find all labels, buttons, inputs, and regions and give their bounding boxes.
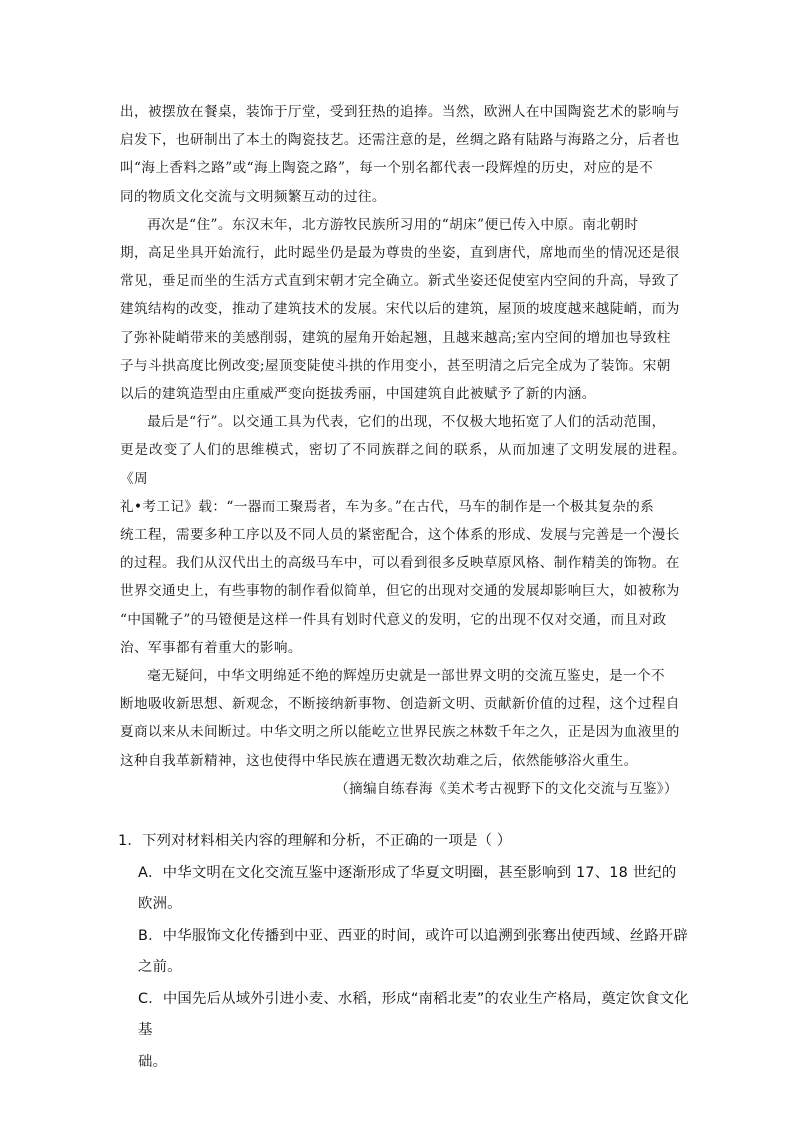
source-citation: （摘编自练春海《美术考古视野下的文化交流与互鉴》） [334, 780, 678, 797]
text-line: 再次是“住”。东汉末年，北方游牧民族所习用的“胡床”便已传入中原。南北朝时 [147, 216, 639, 233]
text-line: 断地吸收新思想、新观念，不断接纳新事物、创造新文明、贡献新价值的过程，这个过程自 [120, 696, 680, 713]
text-line: “中国靴子”的马镫便是这样一件具有划时代意义的发明，它的出现不仅对交通，而且对政 [120, 611, 667, 628]
text-line: 治、军事都有着重大的影响。 [120, 639, 302, 656]
text-line: 叫“海上香料之路”或“海上陶瓷之路”，每一个别名都代表一段辉煌的历史，对应的是不 [120, 160, 654, 177]
text-line: 毫无疑问，中华文明绵延不绝的辉煌历史就是一部世界文明的交流互鉴史，是一个不 [147, 668, 665, 685]
text-line: 出，被摆放在餐桌，装饰于厅堂，受到狂热的追捧。当然，欧洲人在中国陶瓷艺术的影响与 [120, 104, 680, 120]
text-line: 礼•考工记》载：“一器而工聚焉者，车为多。”在古代，马车的制作是一个极其复杂的系 [120, 498, 655, 515]
text-line: 同的物质文化交流与文明频繁互动的过往。 [120, 188, 386, 205]
option-c-continued: 础。 [138, 1053, 168, 1070]
text-line: 启发下，也研制出了本土的陶瓷技艺。还需注意的是，丝绸之路有陆路与海路之分，后者也 [120, 132, 680, 149]
reading-passage [120, 98, 686, 803]
option-a: A．中华文明在文化交流互鉴中逐渐形成了华夏文明圈，甚至影响到 17、18 世纪的欧洲。 [138, 864, 677, 912]
text-line: 统工程，需要多种工序以及不同人员的紧密配合，这个体系的形成、发展与完善是一个漫长 [120, 527, 680, 544]
option-b: B．中华服饰文化传播到中亚、西亚的时间，或许可以追溯到张骞出使西域、丝路开辟 [138, 927, 688, 944]
option-c: C．中国先后从域外引进小麦、水稻，形成“南稻北麦”的农业生产格局，奠定饮食文化基 [138, 990, 689, 1038]
option-b-continued: 之前。 [138, 959, 182, 975]
paragraph-2 [120, 211, 686, 408]
text-line: 子与斗拱高度比例改变;屋顶变陡使斗拱的作用变小，甚至明清之后完全成为了装饰。宋朝 [120, 357, 671, 374]
question-stem: 1．下列对材料相关内容的理解和分析，不正确的一项是（ ） [118, 833, 512, 849]
paragraph-1 [120, 98, 686, 211]
text-line: 的过程。我们从汉代出土的高级马车中，可以看到很多反映草原风格、制作精美的饰物。在 [120, 555, 680, 572]
text-line: 最后是“行”。以交通工具为代表，它们的出现，不仅极大地拓宽了人们的活动范围， [147, 414, 666, 431]
text-line: 这种自我革新精神，这也使得中华民族在遭遇无数次劫难之后，依然能够浴火重生。 [120, 752, 638, 769]
text-line: 期，高足坐具开始流行，此时跽坐仍是最为尊贵的坐姿，直到唐代，席地而坐的情况还是很 [120, 245, 680, 262]
text-line: 了弥补陡峭带来的美感削弱，建筑的屋角开始起翘，且越来越高;室内空间的增加也导致柱 [120, 329, 671, 346]
paragraph-4 [120, 662, 686, 775]
text-line: 更是改变了人们的思维模式，密切了不同族群之间的联系，从而加速了文明发展的进程。《周 [120, 442, 686, 487]
text-line: 夏商以来从未间断过。中华文明之所以能屹立世界民族之林数千年之久，正是因为血液里的 [120, 724, 680, 741]
text-line: 世界交通史上，有些事物的制作看似简单，但它的出现对交通的发展却影响巨大，如被称为 [120, 583, 680, 600]
question-block [118, 826, 690, 1078]
text-line: 常见，垂足而坐的生活方式直到宋朝才完全确立。新式坐姿还促使室内空间的升高，导致了 [120, 273, 680, 290]
text-line: 以后的建筑造型由庄重威严变向挺拔秀丽，中国建筑自此被赋予了新的内涵。 [120, 386, 596, 403]
paragraph-3 [120, 408, 686, 662]
text-line: 建筑结构的改变，推动了建筑技术的发展。宋代以后的建筑，屋顶的坡度越来越陡峭，而为 [120, 301, 680, 318]
